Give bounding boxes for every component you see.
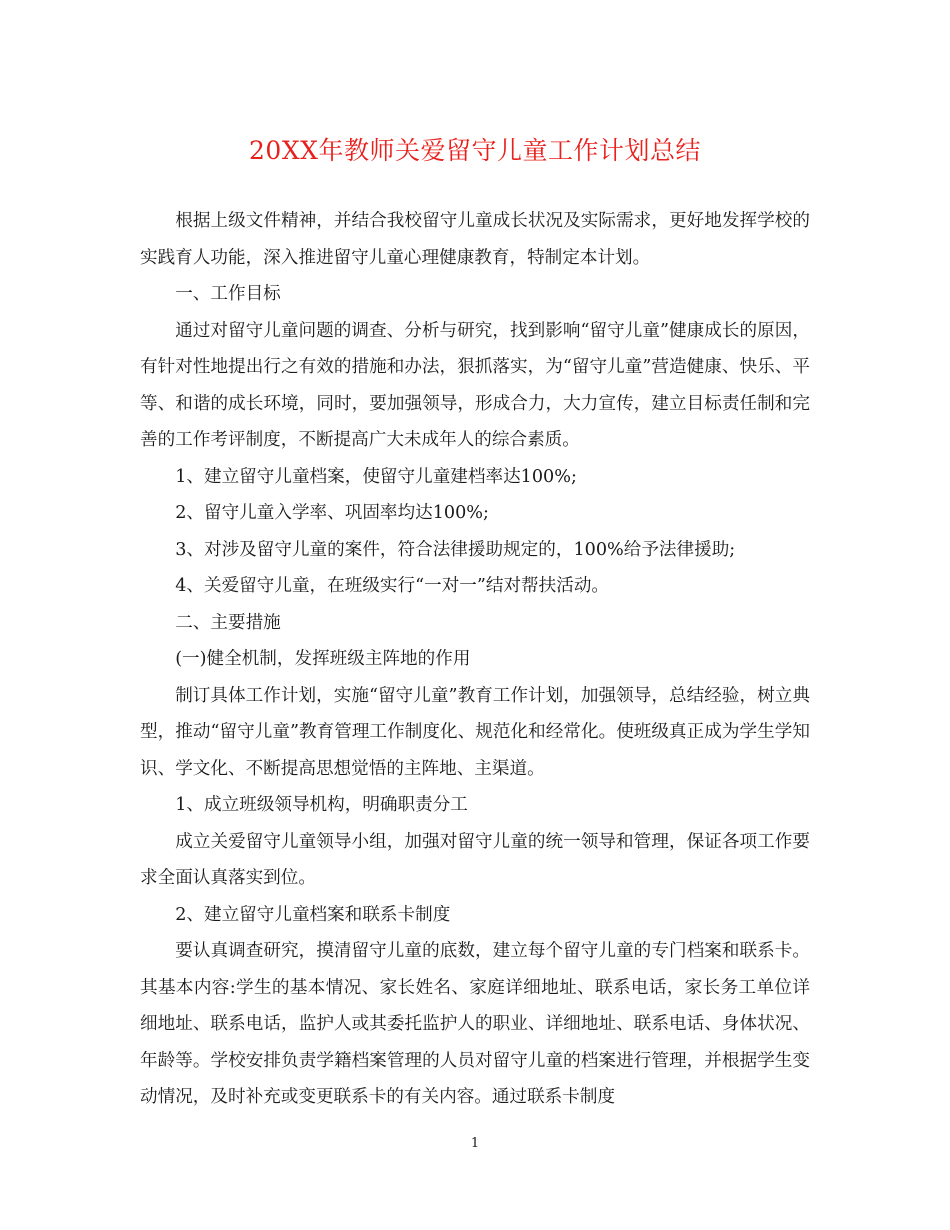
item-heading-leadership: 1、成立班级领导机构，明确职责分工 bbox=[175, 795, 468, 815]
paragraph-mechanism: 制订具体工作计划，实施“留守儿童”教育工作计划，加强领导，总结经验，树立典型，推动“留守儿童”教育管理工作制度化、规范化和经常化。使班级真正成为学生学知识、学文化、不断提高思想觉悟的主阵地、主渠道。 bbox=[140, 685, 810, 779]
goal-item-1: 1、建立留守儿童档案，使留守儿童建档率达100%; bbox=[175, 466, 577, 487]
document-body bbox=[140, 203, 810, 1116]
page-number: 1 bbox=[470, 1136, 480, 1151]
goal-item-2: 2、留守儿童入学率、巩固率均达100%; bbox=[175, 503, 489, 523]
item-heading-archives: 2、建立留守儿童档案和联系卡制度 bbox=[175, 904, 451, 925]
section-heading-measures: 二、主要措施 bbox=[175, 612, 281, 633]
goal-item-4: 4、关爱留守儿童，在班级实行“一对一”结对帮扶活动。 bbox=[175, 576, 610, 596]
paragraph-archives: 要认真调查研究，摸清留守儿童的底数，建立每个留守儿童的专门档案和联系卡。其基本内容:学生的基本情况、家长姓名、家庭详细地址、联系电话，家长务工单位详细地址、联系电话，监护人或其委托监护人的职业、详细地址、联系电话、身体状况、年龄等。学校安排负责学籍档案管理的人员对留守儿童的档案进行管理，并根据学生变动情况，及时补充或变更联系卡的有关内容。通过联系卡制度 bbox=[140, 941, 810, 1107]
section-heading-goals: 一、工作目标 bbox=[175, 284, 281, 304]
paragraph-goals: 通过对留守儿童问题的调查、分析与研究，找到影响“留守儿童”健康成长的原因，有针对性地提出行之有效的措施和办法，狠抓落实，为“留守儿童”营造健康、快乐、平等、和谐的成长环境，同时，要加强领导，形成合力，大力宣传，建立目标责任制和完善的工作考评制度，不断提高广大未成年人的综合素质。 bbox=[140, 320, 810, 450]
goal-item-3: 3、对涉及留守儿童的案件，符合法律援助规定的，100%给予法律援助; bbox=[175, 539, 736, 560]
paragraph-leadership: 成立关爱留守儿童领导小组，加强对留守儿童的统一领导和管理，保证各项工作要求全面认真落实到位。 bbox=[140, 831, 810, 888]
document-title: 20XX年教师关爱留守儿童工作计划总结 bbox=[249, 136, 701, 165]
subsection-heading-mechanism: (一)健全机制，发挥班级主阵地的作用 bbox=[175, 649, 471, 669]
paragraph-intro: 根据上级文件精神，并结合我校留守儿童成长状况及实际需求，更好地发挥学校的实践育人功能，深入推进留守儿童心理健康教育，特制定本计划。 bbox=[140, 211, 810, 268]
